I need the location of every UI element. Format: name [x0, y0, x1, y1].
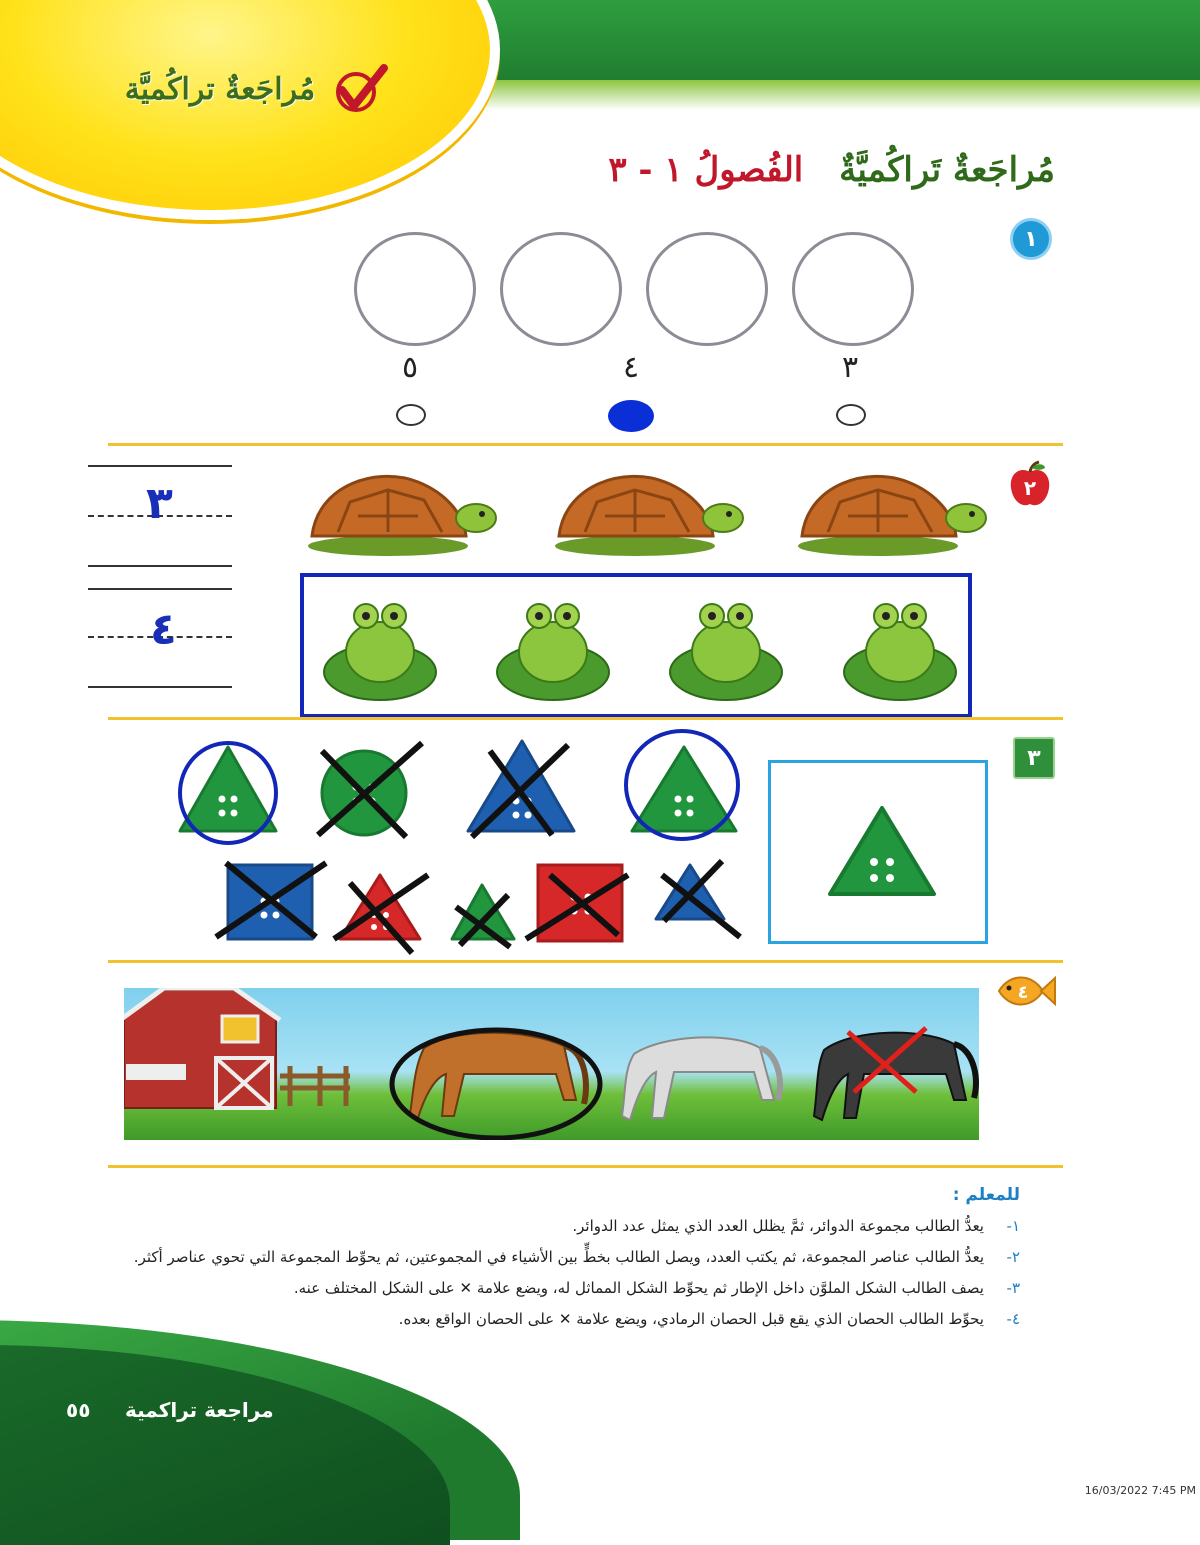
note-text: يعدُّ الطالب عناصر المجموعة، ثم يكتب العدد، ويصل الطالب بخطٍّ بين الأشياء في المجموعتين، ثم يحوِّط المجموعة التي تحوي عناصر أكثر.	[133, 1248, 984, 1266]
frog-image	[493, 590, 613, 702]
note-text: يصف الطالب الشكل الملوَّن داخل الإطار ثم يحوِّط الشكل المماثل له، ويضع علامة ✕ على الشكل المختلف عنه.	[293, 1279, 984, 1297]
turtle-image	[545, 462, 745, 558]
teacher-notes	[100, 1180, 1020, 1335]
green-circle-button-crossed	[318, 743, 422, 837]
header-yellow-badge	[0, 0, 500, 220]
farm-scene	[124, 988, 979, 1140]
note-text: يعدُّ الطالب مجموعة الدوائر، ثمَّ يظلل العدد الذي يمثل عدد الدوائر.	[572, 1217, 984, 1235]
answer-bubble-selected[interactable]	[608, 400, 654, 432]
note-number: ٤-	[1006, 1310, 1020, 1328]
question-4-number: ٤	[1017, 982, 1029, 1003]
fish-icon	[995, 970, 1057, 1012]
brown-horse-circled	[392, 1030, 600, 1138]
answer-option-label: ٤	[622, 350, 640, 385]
note-number: ٣-	[1006, 1279, 1020, 1297]
header-lime-stripe	[420, 80, 1200, 110]
teacher-note-item	[100, 1273, 1020, 1304]
turtle-image	[788, 462, 988, 558]
section-divider	[108, 443, 1063, 446]
note-text: يحوِّط الطالب الحصان الذي يقع قبل الحصان الرمادي، ويضع علامة ✕ على الحصان الواقع بعده.	[398, 1310, 984, 1328]
teacher-notes-heading: للمعلم :	[952, 1185, 1020, 1205]
answer-bubble[interactable]	[836, 404, 866, 426]
blue-triangle-small-button-crossed	[656, 861, 740, 937]
answer-option-label: ٣	[841, 350, 859, 385]
question-3-badge: ٣	[1013, 737, 1055, 779]
teacher-note-item	[100, 1242, 1020, 1273]
blue-square-button-crossed	[216, 863, 326, 939]
section-divider	[108, 717, 1063, 720]
counting-circle	[792, 232, 914, 346]
section-divider	[108, 1165, 1063, 1168]
teacher-note-item	[100, 1304, 1020, 1335]
note-number: ١-	[1006, 1217, 1020, 1235]
apple-icon	[1005, 460, 1055, 510]
counting-circle	[646, 232, 768, 346]
gray-horse	[622, 1037, 780, 1120]
blue-triangle-button-crossed	[468, 741, 574, 837]
checkmark-icon	[330, 60, 390, 120]
frog-image	[666, 590, 786, 702]
banner-title: مُراجَعةٌ تراكُميَّة	[124, 72, 316, 107]
written-answer-turtles: ٣	[146, 478, 173, 529]
note-number: ٢-	[1006, 1248, 1020, 1266]
target-green-triangle-button	[826, 804, 938, 898]
timestamp: 16/03/2022 7:45 PM	[1084, 1484, 1196, 1497]
writing-line	[88, 686, 232, 688]
page-number: ٥٥	[66, 1398, 91, 1422]
red-triangle-button-crossed	[334, 875, 428, 953]
green-triangle-button-circled	[626, 731, 738, 839]
question-2-number: ٢	[1023, 476, 1037, 500]
answer-bubble[interactable]	[396, 404, 426, 426]
writing-line	[88, 588, 232, 590]
writing-line	[88, 465, 232, 467]
section-divider	[108, 960, 1063, 963]
teacher-note-item	[100, 1211, 1020, 1242]
counting-circle	[500, 232, 622, 346]
frog-image	[320, 590, 440, 702]
answer-option-label: ٥	[401, 350, 419, 385]
shapes-sorting-area	[170, 725, 760, 965]
chapters-label: الفُصولُ ١ - ٣	[608, 150, 804, 190]
black-horse-crossed	[814, 1028, 976, 1120]
page-title-text: مُراجَعةٌ تَراكُميَّةٌ	[839, 150, 1055, 190]
red-square-button-crossed	[526, 865, 628, 941]
turtle-image	[298, 462, 498, 558]
question-1-badge: ١	[1010, 218, 1052, 260]
green-triangle-button-circled	[180, 743, 276, 843]
frog-image	[840, 590, 960, 702]
counting-circle	[354, 232, 476, 346]
footer-title: مراجعة تراكمية	[125, 1398, 274, 1422]
footer-dark-band	[0, 1345, 450, 1545]
written-answer-frogs: ٤	[150, 604, 177, 655]
page-title	[608, 150, 1055, 190]
writing-line	[88, 565, 232, 567]
green-triangle-small-button-crossed	[452, 885, 514, 947]
